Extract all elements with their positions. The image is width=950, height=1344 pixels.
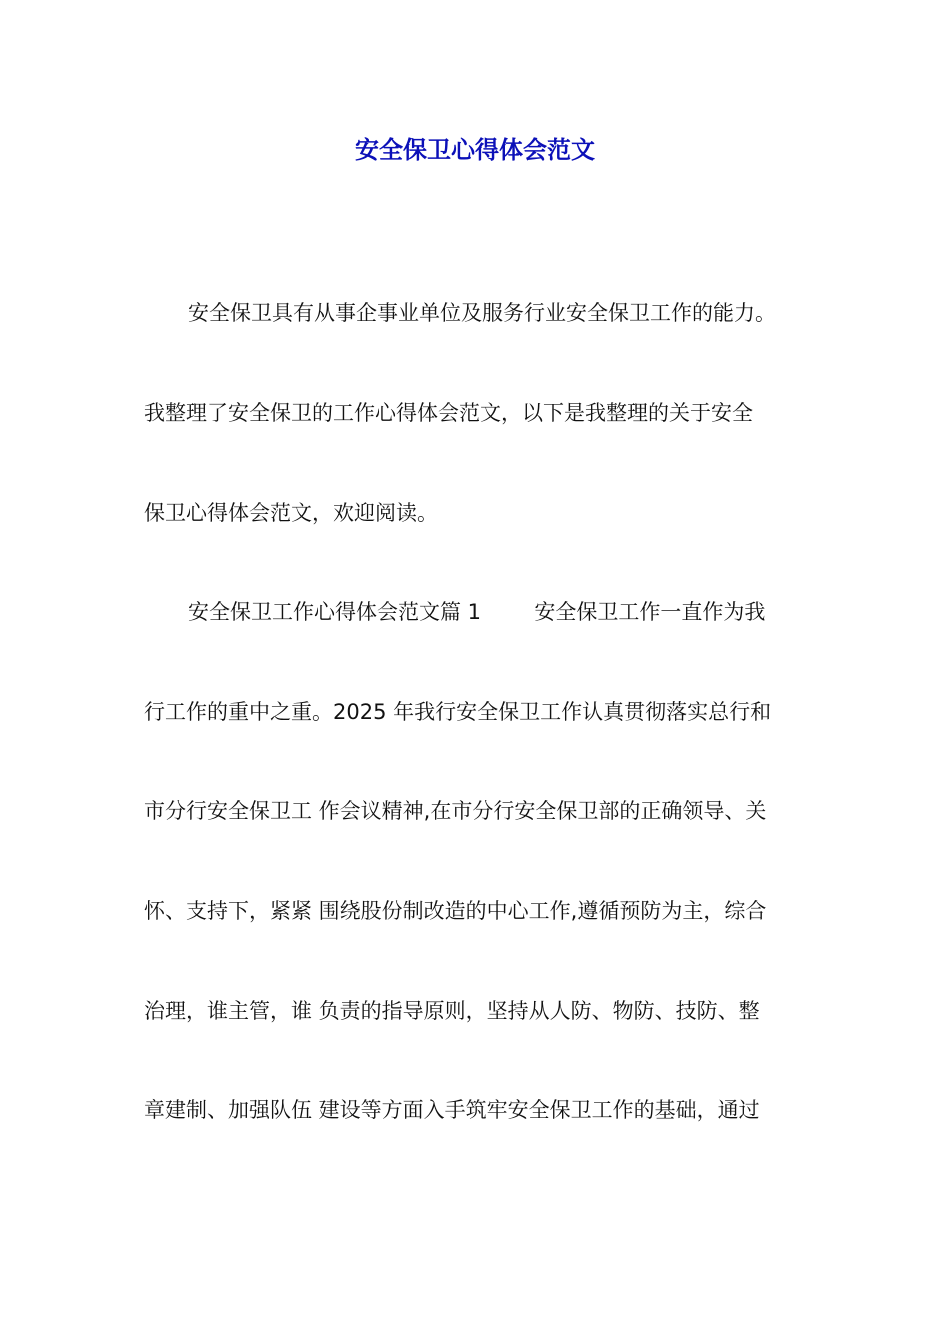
paragraph-line: 治理，谁主管，谁 负责的指导原则，坚持从人防、物防、技防、整 <box>144 999 760 1023</box>
paragraph-line: 安全保卫工作心得体会范文篇 1 安全保卫工作一直作为我 <box>188 600 766 624</box>
paragraph-line: 保卫心得体会范文，欢迎阅读。 <box>144 501 438 525</box>
paragraph-line: 行工作的重中之重。2025 年我行安全保卫工作认真贯彻落实总行和 <box>144 700 772 724</box>
paragraph-line: 安全保卫具有从事企事业单位及服务行业安全保卫工作的能力。 <box>188 301 776 325</box>
paragraph-line: 市分行安全保卫工 作会议精神,在市分行安全保卫部的正确领导、关 <box>144 799 767 823</box>
paragraph-line: 章建制、加强队伍 建设等方面入手筑牢安全保卫工作的基础，通过 <box>144 1098 760 1122</box>
paragraph-line: 怀、支持下，紧紧 围绕股份制改造的中心工作,遵循预防为主，综合 <box>144 899 767 923</box>
document-title: 安全保卫心得体会范文 <box>355 136 595 164</box>
paragraph-line: 我整理了安全保卫的工作心得体会范文，以下是我整理的关于安全 <box>144 401 753 425</box>
